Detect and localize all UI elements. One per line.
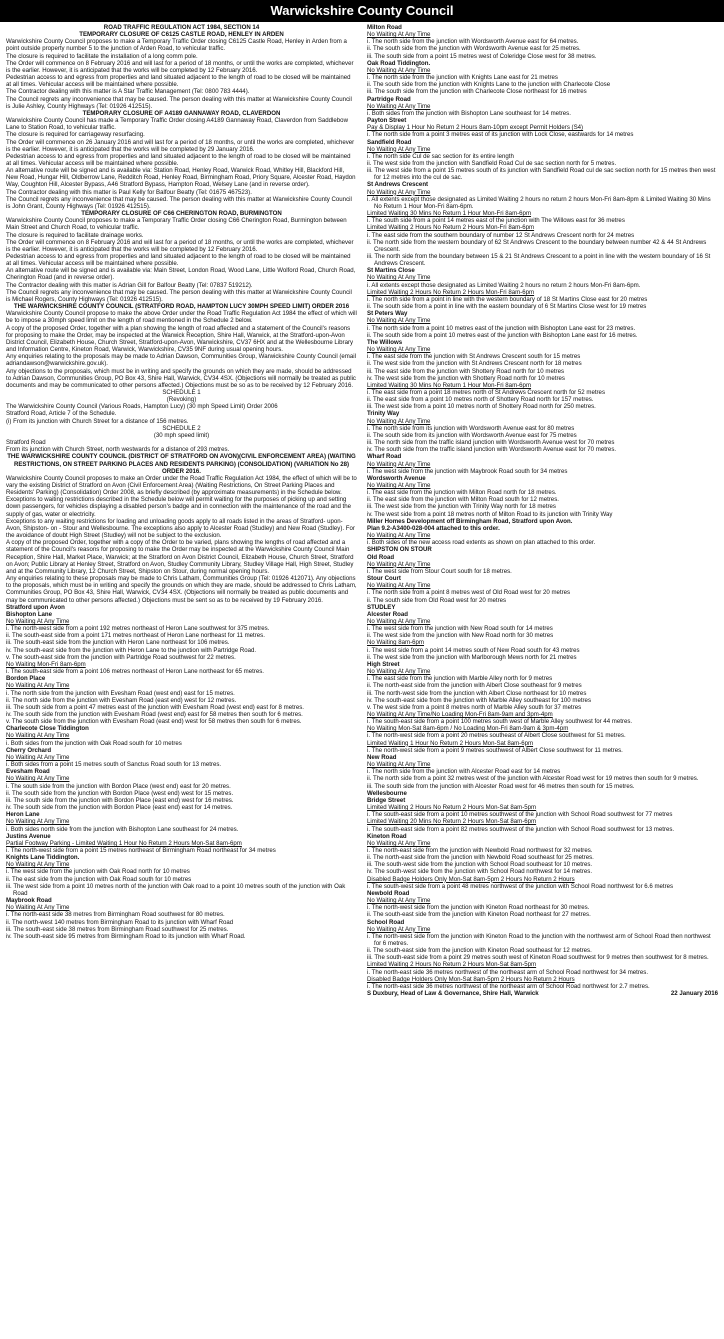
notice-paragraph: The closure is required to facilitate the installation of a long comm pole. bbox=[6, 52, 198, 60]
notice-paragraph: The Contractor dealing with this matter is Adrian Gill for Balfour Beatty (Tel: 07837 519212). bbox=[6, 281, 253, 289]
road-heading: Alcester Road bbox=[367, 610, 408, 618]
notice-columns bbox=[6, 24, 718, 1339]
road-heading: Sandfield Road bbox=[367, 138, 412, 146]
restriction-type: Limited Waiting 2 Hours No Return 2 Hours Mon-Sat 8am-5pm bbox=[367, 804, 537, 812]
restriction-item: iii. The west side from a point 10 metres north of the junction with Oak road to a point 10 metres south of the junction with Oak Road bbox=[6, 882, 346, 897]
restriction-type: Pay & Display 1 Hour No Return 2 Hours 8am-10pm except Permit Holders (S4) bbox=[367, 124, 584, 132]
restriction-item: iv. The west side from a point 18 metres north of Milton Road to its junction with Trinity Way bbox=[367, 510, 613, 518]
notice-paragraph: Pedestrian access to and egress from properties and land situated adjacent to the length of road to be closed will be maintained at all times. Vehicular access will be maintained where possible. bbox=[6, 74, 351, 89]
restriction-item: ii. The south-east side from the junction with Kineton Road northeast for 27 metres. bbox=[367, 911, 591, 919]
section-heading: TEMPORARY CLOSURE OF C6125 CASTLE ROAD, HENLEY IN ARDEN bbox=[79, 31, 284, 39]
road-heading: Bridge Street bbox=[367, 796, 406, 804]
restriction-item: iv. The south-west side from the junction with School Road northwest for 14 metres. bbox=[367, 868, 593, 876]
restriction-item: i. Both sides north side from the junction with Bishopton Lane southeast for 24 metres. bbox=[6, 825, 239, 833]
notice-paragraph: The Contractor dealing with this matter is A Star Traffic Management (Tel: 0800 783 4444). bbox=[6, 88, 250, 96]
restriction-item: i. The east side from the southern boundary of number 12 St Andrews Crescent north for 24 metres bbox=[367, 231, 635, 239]
restriction-item: i. The north-east side 38 metres from Birmingham Road southwest for 80 metres. bbox=[6, 911, 225, 919]
restriction-item: i. The north side from a point 3 metres east of its junction with Lock Close, eastwards for 14 metres bbox=[367, 131, 634, 139]
restriction-item: i. The north side from its junction with Wordsworth Avenue east for 80 metres bbox=[367, 424, 575, 432]
restriction-item: i. All extents except those designated as Limited Waiting 2 hours no return 2 hours Mon-Fri 8am-6pm. bbox=[367, 281, 641, 289]
restriction-item: i. The north side from a point 8 metres west of Old Road west for 20 metres bbox=[367, 589, 571, 597]
restriction-type: No Waiting At Any Time bbox=[6, 617, 70, 625]
notice-paragraph: Warwickshire County Council propose to make the above Order under the Road Traffic Regulation Act 1984 the effect of which will be to impose a 30mph speed limit on the length of road mentioned in the Schedule 2 below. bbox=[6, 310, 357, 325]
restriction-item: i. The east side from a point 18 metres north of St Andrews Crescent north for 52 metres bbox=[367, 388, 605, 396]
road-heading: Wellesbourne bbox=[367, 789, 407, 797]
restriction-item: i. The east side from the junction with Marble Alley north for 9 metres bbox=[367, 675, 553, 683]
restriction-type: Limited Waiting 2 Hours No Return 2 Hours Mon-Fri 8am-6pm bbox=[367, 224, 535, 232]
restriction-type: Limited Waiting 30 Mins No Return 1 Hour Mon-Fri 8am-6pm bbox=[367, 381, 532, 389]
restriction-item: i. The north-west side from a point 15 metres northeast of Birmingham Road northeast for 34 metres bbox=[6, 846, 276, 854]
restriction-item: i. The south side from a point 14 metres east of the junction with The Willows east for 36 metres bbox=[367, 217, 625, 225]
notice-paragraph: Pedestrian access to and egress from properties and land situated adjacent to the length of road to be closed will be maintained at all times. Vehicular access will be maintained where possible. bbox=[6, 253, 351, 268]
notice-paragraph: The Council regrets any inconvenience that may be caused. The person dealing with this matter at Warwickshire County Council is Julie Ashley, County Highways (Tel: 01926 412515). bbox=[6, 95, 352, 110]
restriction-item: iii. The west side from the junction with Trinity Way north for 18 metres bbox=[367, 503, 556, 511]
road-heading: Knights Lane Tiddington. bbox=[6, 854, 80, 862]
restriction-item: ii. The south-east side from a point 171 metres northeast of Heron Lane northeast for 11 metres. bbox=[6, 632, 265, 640]
restriction-item: iii. The south-east side from a point 29 metres south west of Kineton Road southwest for 9 metres then southwest for 8 metres. bbox=[367, 954, 709, 962]
restriction-item: i. Both sides from a point 15 metres south of Sanctus Road south for 13 metres. bbox=[6, 761, 222, 769]
section-heading: THE WARWICKSHIRE COUNTY COUNCIL (STRATFORD ROAD, HAMPTON LUCY 30MPH SPEED LIMIT) ORDER 2016 bbox=[13, 303, 350, 311]
road-heading: Oak Road Tiddington. bbox=[367, 59, 431, 67]
notice-paragraph: Exceptions to any waiting restrictions for loading and unloading goods apply to all roads listed in the areas of Stratford- upon- Avon, Shipston- on - Stour and Wellesbourne. The exceptions also apply to Alcester Road (Studley) and New Road (Studley). For the avoidance of doubt High Street (Studley) will not be subject to the exclusion. bbox=[6, 517, 355, 540]
restriction-item: ii. The west side from the junction with New Road north for 30 metres bbox=[367, 632, 554, 640]
restriction-item: iii. The north side from the boundary between 15 & 21 St Andrews Crescent to a point in line with the western boundary of 16 St Andrews Crescent. bbox=[367, 253, 711, 268]
restriction-type: No Waiting At Any Time bbox=[367, 188, 431, 196]
restriction-item: i. The north-west side from a point 192 metres northeast of Heron Lane southwest for 375 metres. bbox=[6, 625, 270, 633]
restriction-item: iii. The south side from a point 47 metres east of the junction with Evesham Road (west end) east for 8 metres. bbox=[6, 703, 304, 711]
restriction-type: No Waiting At Any Time bbox=[367, 761, 431, 769]
road-heading: Bordon Place bbox=[6, 675, 46, 683]
road-heading: Maybrook Road bbox=[6, 897, 52, 905]
road-heading: Trinity Way bbox=[367, 410, 400, 418]
road-heading: Payton Street bbox=[367, 117, 407, 125]
restriction-type: No Waiting At Any Time bbox=[367, 31, 431, 39]
right-column bbox=[367, 24, 718, 1339]
restriction-item: iv. The south-east side from the junction with Marble Alley southeast for 100 metres bbox=[367, 696, 591, 704]
schedule-heading: SCHEDULE 1 bbox=[162, 388, 201, 396]
restriction-item: ii. The south side from Old Road west for 20 metres bbox=[367, 596, 507, 604]
notice-paragraph: An alternative route will be signed and is available via: Main Street, London Road, Wood Lane, Little Wolford Road, Church Road, Cherington Road (and in reverse order). bbox=[6, 267, 356, 282]
restriction-item: i. The south-east side from a point 10 metres southwest of the junction with School Road southwest for 77 metres bbox=[367, 811, 673, 819]
notice-paragraph: From its junction with Church Street, north westwards for a distance of 293 metres. bbox=[6, 446, 230, 454]
restriction-type: No Waiting At Any Time bbox=[367, 460, 431, 468]
restriction-type: No Waiting At Any Time bbox=[6, 861, 70, 869]
restriction-item: iii. The south-east side 38 metres from Birmingham Road southwest for 25 metres. bbox=[6, 925, 229, 933]
restriction-item: ii. The south side from the junction with Knights Lane to the junction with Charlecote Close bbox=[367, 81, 611, 89]
road-heading: SHIPSTON ON STOUR bbox=[367, 546, 432, 554]
restriction-item: ii. The north-east side from the junction with Albert Close southeast for 9 metres bbox=[367, 682, 582, 690]
restriction-item: ii. The east side from the junction with Milton Road south for 12 metres. bbox=[367, 496, 559, 504]
notice-paragraph: The Contractor dealing with this matter is Paul Kelly for Balfour Beatty (Tel: 01675 467523). bbox=[6, 188, 252, 196]
restriction-type: Disabled Badge Holders Only Mon-Sat 8am-5pm 2 Hours No Return 2 Hours bbox=[367, 975, 575, 983]
road-heading: Cherry Orchard bbox=[6, 746, 52, 754]
notice-paragraph: Exceptions to waiting restrictions described in the Schedule below will permit waiting for the purposes of picking up and setting down passengers, for vehicles displaying a disabled person's badge and in connection with the maintenance of the road and the supply of gas, water or electricity. bbox=[6, 496, 352, 518]
restriction-item: i. The north side from the junction with Wordsworth Avenue east for 64 metres. bbox=[367, 38, 579, 46]
road-heading: Plan 9.2-A3400-028-004 attached to this order. bbox=[367, 524, 500, 532]
restriction-type: No Waiting At Any Time/No Loading Mon-Fri 8am-9am and 3pm-4pm bbox=[367, 711, 553, 718]
road-heading: School Road bbox=[367, 918, 405, 926]
restriction-type: No Waiting At Any Time bbox=[367, 839, 431, 847]
restriction-type: No Waiting At Any Time bbox=[367, 668, 431, 676]
restriction-type: No Waiting At Any Time bbox=[367, 560, 431, 568]
road-heading: Wharf Road bbox=[367, 453, 402, 461]
restriction-item: ii. The west side from the junction with Marlborough Mews north for 21 metres bbox=[367, 653, 577, 661]
restriction-type: No Waiting At Any Time bbox=[6, 904, 70, 912]
restriction-item: i. The north side from the junction with Evesham Road (west end) east for 15 metres. bbox=[6, 689, 235, 697]
road-heading: St Andrews Crescent bbox=[367, 181, 429, 189]
restriction-item: i. The north-east side 36 metres northwest of the northeast arm of School Road northwest for 34 metres. bbox=[367, 968, 649, 976]
restriction-item: iv. The south side from the junction with Evesham Road (west end) east for 58 metres then south for 6 metres. bbox=[6, 711, 303, 718]
road-heading: Justins Avenue bbox=[6, 832, 51, 840]
restriction-item: iii. The south side from the junction with Alcester Road west for 46 metres then south for 15 metres. bbox=[367, 782, 635, 790]
road-heading: Wordsworth Avenue bbox=[367, 474, 426, 482]
restriction-item: i. The north-west side from a point 20 metres southeast of Albert Close southwest for 51 metres. bbox=[367, 732, 626, 740]
restriction-item: i. The north-west side from a point 9 metres southwest of Albert Close southwest for 11 metres. bbox=[367, 746, 623, 754]
restriction-item: i. The west side from the junction with Maybrook Road south for 34 metres bbox=[367, 467, 568, 475]
notice-paragraph: A copy of the proposed Order, together with a copy of the Order to be varied, plans showing the lengths of road affected and a statement of the Council's reasons for proposing to make the Order may be inspected at the Warwickshire County Council Main Reception, Shire Hall, Market Place, Warwick; at the Stratford on Avon District Council, Elizabeth House, Church Street, Stratford on Avon; Public Library at Henley Street, Stratford on Avon, Studley Community Library, Studley Village Hall, High Street, Studley and at the Community Library, 12 Church Street, Shipston on Stour, during normal opening hours. bbox=[6, 539, 354, 575]
restriction-item: i. Both sides of the new access road extents as shown on plan attached to this order. bbox=[367, 539, 596, 547]
restriction-type: No Waiting At Any Time bbox=[367, 274, 431, 282]
notice-paragraph: (i) From its junction with Church Street for a distance of 156 metres. bbox=[6, 417, 189, 425]
notice-paragraph: Warwickshire County Council proposes to make a Temporary Traffic Order closing C6125 Castle Road, Henley in Arden from a point outside property number 5 to the junction of Arden Road, to vehicular traffic. bbox=[6, 38, 347, 53]
notice-paragraph: Warwickshire County Council proposes to make a Temporary Traffic Order closing C66 Cherington Road, Burmington between Main Street and Church Road, to vehicular traffic. bbox=[6, 217, 347, 232]
restriction-item: i. The south-east side from a point 82 metres southwest of the junction with School Road southwest for 13 metres. bbox=[367, 825, 675, 833]
footer-date: 22 January 2016 bbox=[670, 990, 718, 998]
restriction-type: No Waiting At Any Time bbox=[367, 617, 431, 625]
restriction-type: Limited Waiting 1 Hour No Return 2 Hours Mon-Sat 8am-6pm bbox=[367, 739, 534, 747]
restriction-type: Limited Waiting 2 Hours No Return 2 Hours Mon-Fri 8am-6pm bbox=[367, 288, 535, 296]
road-heading: New Road bbox=[367, 753, 397, 761]
footer-signatory: S Duxbury, Head of Law & Governance, Shire Hall, Warwick bbox=[367, 990, 539, 998]
schedule-heading: (30 mph speed limit) bbox=[153, 431, 210, 439]
restriction-type: No Waiting At Any Time bbox=[6, 818, 70, 826]
notice-paragraph: Stratford Road, Article 7 of the Schedule. bbox=[6, 410, 117, 418]
notice-paragraph: The Council regrets any inconvenience that may be caused. The person dealing with this matter at Warwickshire County Council is Michael Rogers, County Highways (Tel: 01926 412515). bbox=[6, 288, 352, 303]
section-heading: TEMPORARY CLOSURE OF A4189 GANNAWAY ROAD, CLAVERDON bbox=[82, 109, 281, 117]
restriction-type: No Waiting At Any Time bbox=[367, 482, 431, 489]
schedule-heading: SCHEDULE 2 bbox=[162, 424, 201, 432]
restriction-item: iii. The west side from a point 10 metres north of Shottery Road north for 250 metres. bbox=[367, 403, 596, 411]
restriction-item: iv. The west side from the junction with Shottery Road north for 10 metres bbox=[367, 374, 565, 382]
restriction-item: i. The east side from the junction with Milton Road north for 18 metres. bbox=[367, 489, 557, 497]
road-heading: St Martins Close bbox=[367, 267, 415, 275]
restriction-item: iii. The south side from the junction with Charlecote Close northeast for 16 metres bbox=[367, 88, 587, 96]
restriction-item: i. The west side from Stour Court south for 18 metres. bbox=[367, 567, 512, 575]
restriction-item: i. The north-west side from the junction with Kineton Road northeast for 30 metres. bbox=[367, 904, 590, 912]
restriction-item: ii. The north side from a point 32 metres west of the junction with Alcester Road west for 19 metres then south for 9 metres. bbox=[367, 775, 699, 783]
notice-paragraph: Stratford Road bbox=[6, 439, 46, 447]
notice-paragraph: A copy of the proposed Order, together with a plan showing the length of road affected and a statement of the Council's reasons for proposing to make the Order, may be inspected at the Warwick Reception, Shire Hall, Warwick, at the Stratford-upon-Avon District Council, Elizabeth House, Church Street, Stratford-upon-Avon, Warwickshire, CV37 6HX and at the Wellesbourne Library and Information Centre, Kineton Road, Warwick, Warwickshire, CV35 9NF during usual opening hours. bbox=[6, 324, 354, 354]
road-heading: Charlecote Close Tiddington bbox=[6, 725, 89, 733]
section-heading: ROAD TRAFFIC REGULATION ACT 1984, SECTION 14 bbox=[103, 24, 260, 31]
restriction-item: ii. The south side from the junction with Bordon Place (west end) west for 15 metres. bbox=[6, 789, 234, 797]
restriction-item: ii. The south-east side from the junction with Kineton Road southeast for 12 metres. bbox=[367, 947, 592, 955]
restriction-item: i. The west side from a point 14 metres south of New Road south for 43 metres bbox=[367, 646, 580, 654]
restriction-item: ii. The north-west 140 metres from Birmingham Road to its junction with Wharf Road bbox=[6, 918, 234, 926]
notice-footer bbox=[367, 990, 718, 997]
notice-paragraph: The Order will commence on 26 January 2016 and will last for a period of 18 months, or until the works are completed, whichever is the earlier. However, it is anticipated that the works will be completed by 29 January 2016. bbox=[6, 138, 355, 153]
restriction-item: v. The west side from a point 8 metres north of Marble Alley south for 37 metres bbox=[367, 703, 582, 711]
notice-paragraph: The closure is required for carriageway resurfacing. bbox=[6, 131, 145, 139]
restriction-type: No Waiting At Any Time bbox=[367, 317, 431, 325]
restriction-item: iii. The north side from the traffic island junction with Wordsworth Avenue west for 70 metres bbox=[367, 439, 615, 447]
restriction-item: ii. The south side from a point 10 metres east of the junction with Bishopton Lane east for 16 metres. bbox=[367, 331, 638, 339]
restriction-item: iv. The south side from the traffic island junction with Wordsworth Avenue east for 70 metres. bbox=[367, 446, 617, 454]
road-heading: Old Road bbox=[367, 553, 395, 561]
restriction-item: iii. The east side from the junction with Shottery Road north for 10 metres bbox=[367, 367, 565, 375]
road-heading: Partridge Road bbox=[367, 95, 411, 103]
restriction-item: ii. The east side from the junction with Oak Road south for 10 metres bbox=[6, 875, 192, 883]
notice-paragraph: The closure is required to facilitate drainage works. bbox=[6, 231, 144, 239]
section-heading: TEMPORARY CLOSURE OF C66 CHERINGTON ROAD, BURMINGTON bbox=[81, 210, 282, 218]
restriction-type: No Waiting At Any Time bbox=[367, 582, 431, 590]
restriction-item: iv. The south-east side from the junction with Heron Lane to the junction with Partridge Road. bbox=[6, 646, 257, 654]
restriction-type: Disabled Badge Holders Only Mon-Sat 8am-5pm 2 Hours No Return 2 Hours bbox=[367, 875, 575, 883]
notice-paragraph: Pedestrian access to and egress from properties and land situated adjacent to the length of road to be closed will be maintained at all times. Vehicular access will be maintained where possible. bbox=[6, 152, 351, 167]
restriction-item: ii. The north side from the junction with Evesham Road (east end) west for 12 metres. bbox=[6, 696, 237, 704]
notice-paragraph: Any objections to the proposals, which must be in writing and specify the grounds on which they are made, should be addressed to Adrian Dawson, Communities Group, PO Box 43, Shire Hall, Warwick, CV34 4SX. (Objections will normally be treated as public documents and may be communicated to other persons affected.) Objections must be so as to be received by 12 February 2016. bbox=[6, 367, 356, 389]
left-column bbox=[6, 24, 357, 1339]
restriction-item: i. The north-east side 36 metres northwest of the northeast arm of School Road northwest for 2.7 metres. bbox=[367, 982, 650, 990]
restriction-item: iv. The south side from the junction with Bordon Place (east end) east for 14 metres. bbox=[6, 804, 233, 812]
notice-paragraph: The Order will commence on 8 February 2016 and will last for a period of 18 months, or until the works are completed, whichever is the earlier. However, it is anticipated that the works will be completed by 12 February 2016. bbox=[6, 59, 354, 74]
restriction-item: i. All extents except those designated as Limited Waiting 2 hours no return 2 hours Mon-Fri 8am-8pm & Limited Waiting 30 Mins No Return 1 Hour Mon-Fri 8am-6pm. bbox=[367, 195, 711, 210]
restriction-type: No Waiting At Any Time bbox=[367, 532, 431, 540]
restriction-item: i. The west side from the junction with New Road south for 14 metres bbox=[367, 625, 553, 633]
road-heading: Milton Road bbox=[367, 24, 402, 31]
restriction-type: No Waiting At Any Time bbox=[367, 346, 431, 354]
restriction-item: iii. The south side from a point 15 metres west of Coleridge Close west for 38 metres. bbox=[367, 52, 597, 60]
restriction-item: i. The north side Cul de sac section for its entire length bbox=[367, 152, 514, 160]
road-heading: St Peters Way bbox=[367, 310, 408, 318]
road-heading: Miller Homes Development off Birmingham Road, Stratford upon Avon. bbox=[367, 517, 573, 525]
notice-paragraph: Warwickshire County Council proposes to make an Order under the Road Traffic Regulation Act 1984, the effect of which will be to vary the existing District of Stratford on Avon (Civil Enforcement Area) (Waiting Restrictions, On Street Parking Places and Residents' Parking) (Consolidation) Order 2008, as briefly described (by approximate measurements) in the Schedule below. bbox=[6, 474, 357, 497]
road-heading: Newbold Road bbox=[367, 889, 410, 897]
restriction-type: No Waiting At Any Time bbox=[367, 66, 431, 74]
notice-paragraph: Warwickshire County Council has made a Temporary Traffic Order closing A4189 Gannaway Road, Claverdon from Saddlebow Lane to Station Road, to vehicular traffic. bbox=[6, 117, 348, 132]
restriction-item: iv. The south-east side 95 metres from Birmingham Road to its junction with Wharf Road. bbox=[6, 932, 246, 940]
section-heading: THE WARWICKSHIRE COUNTY COUNCIL (DISTRICT OF STRATFORD ON AVON)(CIVIL ENFORCEMENT AREA) (WAITING RESTRICTIONS, ON STREET PARKING PLACES AND RESIDENTS PARKING) (CONSOLIDATION) (VARIATION No 28) ORDER 2016. bbox=[7, 453, 356, 475]
restriction-type: No Waiting At Any Time bbox=[6, 732, 70, 740]
restriction-item: v. The south-east side from the junction with Partridge Road southwest for 22 metres. bbox=[6, 653, 236, 661]
restriction-item: i. The north side from the junction with Alcester Road east for 14 metres bbox=[367, 768, 561, 776]
restriction-item: ii. The north side from the western boundary of 62 St Andrews Crescent to the boundary between number 42 & 44 St Andrews Crescent. bbox=[367, 238, 707, 253]
notice-paragraph: The Order will commence on 8 February 2016 and will last for a period of 18 months, or until the works are completed, whichever is the earlier. However, it is anticipated that the works will be completed by 12 February 2016. bbox=[6, 238, 354, 253]
restriction-item: i. The north side from the junction with Knights Lane east for 21 metres bbox=[367, 74, 558, 82]
restriction-item: i. Both sides from the junction with Bishopton Lane southeast for 14 metres. bbox=[367, 109, 571, 117]
restriction-item: ii. The west side from the junction with St Andrews Crescent north for 18 metres bbox=[367, 360, 582, 368]
restriction-item: ii. The west side from the junction with Sandfield Road Cul de sac section north for 5 metres. bbox=[367, 159, 617, 167]
restriction-item: v. The south side from the junction with Evesham Road (east end) west for 58 metres then south for 6 metres. bbox=[6, 718, 302, 726]
restriction-item: ii. The south side from a point in line with the eastern boundary of 6 St Martins Close west for 19 metres bbox=[367, 303, 647, 311]
road-heading: Bishopton Lane bbox=[6, 610, 53, 618]
restriction-type: Limited Waiting 20 Mins No Return 2 Hours Mon-Sat 8am-6pm bbox=[367, 818, 537, 826]
restriction-type: No Waiting Mon-Sat 8am-6pm / No Loading Mon-Fri 8am-9am & 3pm-4pm bbox=[367, 725, 569, 733]
restriction-item: i. The north side from a point in line with the western boundary of 18 St Martins Close east for 20 metres bbox=[367, 295, 648, 303]
road-heading: STUDLEY bbox=[367, 603, 396, 611]
restriction-type: Partial Footway Parking - Limited Waiting 1 Hour No Return 2 Hours Mon-Sat 8am-6pm bbox=[6, 839, 242, 847]
restriction-type: No Waiting At Any Time bbox=[367, 102, 431, 110]
restriction-item: ii. The south side from the junction with Wordsworth Avenue east for 25 metres. bbox=[367, 45, 581, 53]
notice-paragraph: The Council regrets any inconvenience that may be caused. The person dealing with this matter at Warwickshire County Council is John Grant, County Highways (Tel: 01926 412515). bbox=[6, 195, 352, 210]
restriction-item: i. The west side from the junction with Oak Road north for 10 metres bbox=[6, 868, 190, 876]
restriction-type: No Waiting At Any Time bbox=[6, 753, 70, 761]
restriction-item: iii. The south-east side from the junction with Heron Lane northeast for 106 metres. bbox=[6, 639, 230, 647]
restriction-item: i. The south-west side from a point 48 metres northwest of the junction with School Road northwest for 6.6 metres bbox=[367, 882, 674, 890]
restriction-item: ii. The south side from its junction with Wordsworth Avenue east for 75 metres bbox=[367, 431, 577, 439]
notice-paragraph: An alternative route will be signed and is available via: Station Road, Henley Road, Warwick Road, Whitley Hill, Blackford Hill, New Road, Hungar Hill, Oldberrow Lane, Redditch Road, Henley Road, Birmingham Road, Priory Square, Alcester Road, Haydon Way, Coughton Hill, Alcester Bypass, A46 Stratford Bypass, Hampton Road, Welsey Lane (and in reverse order). bbox=[6, 167, 356, 189]
restriction-item: ii. The north-east side from the junction with Newbold Road southeast for 25 metres. bbox=[367, 854, 594, 862]
road-heading: Stour Court bbox=[367, 575, 401, 583]
notice-paragraph: The Warwickshire County Council (Various Roads, Hampton Lucy) (30 mph Speed Limit) Order 2006 bbox=[6, 403, 278, 411]
restriction-type: No Waiting 8am-6pm bbox=[367, 639, 425, 647]
restriction-type: No Waiting At Any Time bbox=[367, 925, 431, 933]
restriction-type: No Waiting At Any Time bbox=[6, 682, 70, 690]
restriction-type: No Waiting At Any Time bbox=[367, 145, 431, 153]
restriction-item: iii. The south-west side from the junction with School Road southeast for 10 metres. bbox=[367, 861, 593, 869]
restriction-type: No Waiting At Any Time bbox=[367, 417, 431, 425]
restriction-item: i. The north-west side from the junction with Kineton Road to the junction with the northwest arm of School Road then northwest for 6 metres. bbox=[367, 932, 711, 947]
restriction-item: i. The south side from the junction with Bordon Place (west end) east for 20 metres. bbox=[6, 782, 231, 790]
restriction-item: i. Both sides from the junction with Oak Road south for 10 metres bbox=[6, 739, 182, 747]
restriction-type: No Waiting Mon-Fri 8am-6pm bbox=[6, 660, 86, 668]
restriction-item: i. The north side from a point 10 metres east of the junction with Bishopton Lane east for 23 metres. bbox=[367, 324, 636, 332]
masthead-title: Warwickshire County Council bbox=[0, 0, 724, 22]
restriction-item: i. The east side from the junction with St Andrews Crescent south for 15 metres bbox=[367, 353, 581, 361]
notice-paragraph: Any enquiries relating to the proposals may be made to Adrian Dawson, Communities Group, Warwickshire County Council (email adriandawson@warwickshire.gov.uk). bbox=[6, 353, 356, 368]
restriction-item: i. The south-east side from a point 106 metres northeast of Heron Lane northeast for 65 metres. bbox=[6, 668, 264, 676]
restriction-item: ii. The east side from a point 10 metres north of Shottery Road north for 157 metres. bbox=[367, 396, 594, 404]
restriction-type: Limited Waiting 2 Hours No Return 2 Hours Mon-Sat 8am-5pm bbox=[367, 961, 537, 969]
road-heading: High Street bbox=[367, 660, 400, 668]
restriction-item: i. The north-east side from the junction with Newbold Road northwest for 32 metres. bbox=[367, 846, 593, 854]
road-heading: The Willows bbox=[367, 338, 403, 346]
restriction-type: Limited Waiting 30 Mins No Return 1 Hour Mon-Fri 8am-6pm bbox=[367, 210, 532, 218]
restriction-item: iii. The north-west side from the junction with Albert Close northeast for 10 metres bbox=[367, 689, 587, 697]
notice-paragraph: Any enquiries relating to these proposals may be made to Chris Latham, Communities Group (Tel: 01926 412071). Any objections to the proposals, which must be in writing and specify the grounds on which they are made, should be addressed to Chris Latham, Communities Group, PO Box 43, Shire Hall, Warwick, CV34 4SX. (Objections will normally be treated as public documents and may be communicated to other persons affected.) Objections must be sent so as to be received by 19 February 2016. bbox=[6, 575, 357, 604]
right-column-body bbox=[367, 24, 718, 990]
road-heading: Kineton Road bbox=[367, 832, 407, 840]
restriction-item: iii. The west side from a point 15 metres south of its junction with Sandfield Road cul de sac section north for 15 metres then west for 12 metres into the cul de sac. bbox=[367, 167, 716, 182]
restriction-item: iii. The south side from the junction with Bordon Place (east end) west for 16 metres. bbox=[6, 796, 234, 804]
schedule-heading: (Revoking) bbox=[166, 396, 197, 404]
restriction-type: No Waiting At Any Time bbox=[6, 775, 70, 783]
road-heading: Evesham Road bbox=[6, 768, 50, 776]
road-heading: Heron Lane bbox=[6, 811, 40, 819]
restriction-type: No Waiting At Any Time bbox=[367, 897, 431, 905]
road-heading: Stratford upon Avon bbox=[6, 603, 65, 611]
restriction-item: i. The south-east side from a point 100 metres south west of Marble Alley southwest for 44 metres. bbox=[367, 718, 633, 726]
